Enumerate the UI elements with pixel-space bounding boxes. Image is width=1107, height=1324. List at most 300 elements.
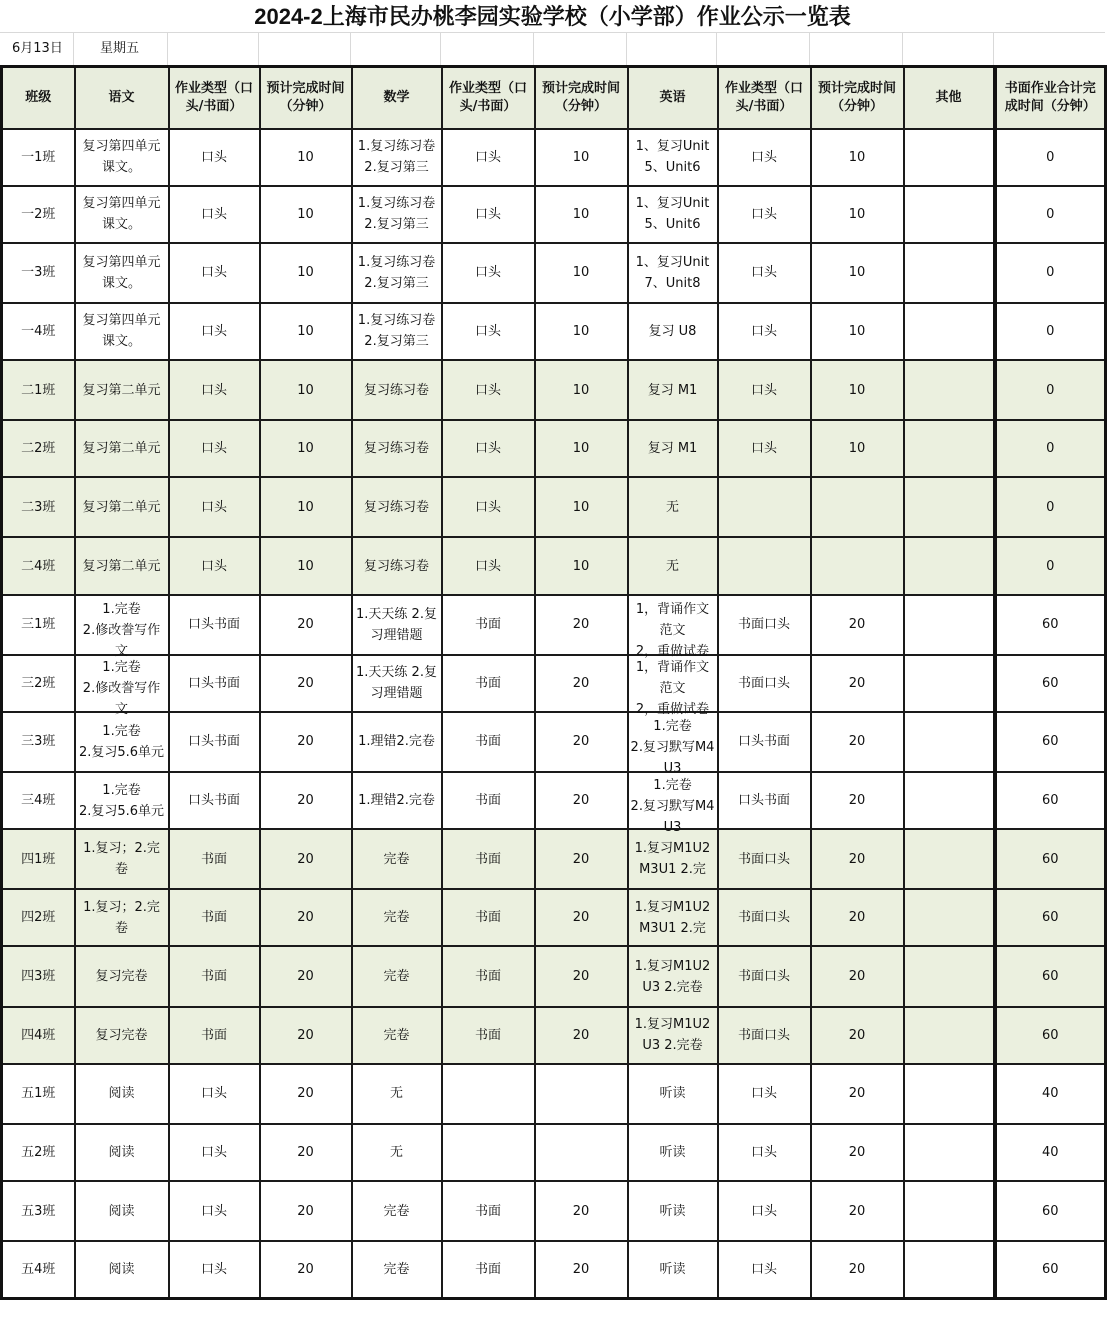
table-cell[interactable] — [260, 420, 352, 477]
table-cell[interactable] — [2, 303, 75, 360]
table-cell[interactable] — [904, 889, 995, 946]
cell-text: 20 — [297, 675, 314, 691]
table-cell[interactable] — [352, 595, 442, 655]
table-cell[interactable] — [811, 1181, 904, 1241]
table-cell[interactable] — [718, 1064, 811, 1124]
table-body — [2, 129, 1106, 1299]
table-cell[interactable] — [811, 829, 904, 889]
table-cell[interactable] — [628, 186, 718, 243]
table-cell[interactable] — [2, 1181, 75, 1241]
table-cell[interactable] — [811, 477, 904, 537]
table-cell[interactable] — [628, 1124, 718, 1181]
table-cell[interactable] — [995, 1124, 1106, 1181]
table-cell[interactable] — [811, 129, 904, 186]
table-cell[interactable] — [260, 889, 352, 946]
table-cell[interactable] — [811, 243, 904, 303]
header-cell[interactable]: 作业类型（口头/书面） — [718, 67, 811, 129]
table-cell[interactable] — [75, 1007, 169, 1064]
table-cell[interactable] — [904, 946, 995, 1006]
table-cell[interactable] — [995, 303, 1106, 360]
cell-text: 五1班 — [21, 1086, 56, 1102]
header-cell[interactable]: 班级 — [2, 67, 75, 129]
cell-text: 20 — [572, 1262, 590, 1278]
table-cell[interactable] — [718, 946, 811, 1006]
table-cell[interactable] — [169, 1064, 260, 1124]
table-cell[interactable] — [995, 477, 1106, 537]
table-cell[interactable] — [2, 772, 75, 829]
cell-text: 三4班 — [21, 793, 56, 809]
table-cell[interactable] — [628, 772, 718, 835]
weekday-cell[interactable]: 星期五 — [100, 41, 140, 56]
table-cell[interactable] — [352, 186, 442, 243]
table-cell[interactable] — [260, 360, 352, 420]
table-cell[interactable] — [995, 712, 1106, 772]
table-cell[interactable] — [2, 595, 75, 655]
table-cell[interactable] — [811, 420, 904, 477]
table-cell[interactable] — [995, 186, 1106, 243]
table-cell[interactable] — [442, 1124, 535, 1181]
cell-text: 20 — [297, 1203, 314, 1219]
table-cell[interactable] — [2, 129, 75, 186]
table-cell[interactable] — [260, 129, 352, 186]
table-cell[interactable] — [352, 712, 442, 772]
table-cell[interactable] — [352, 1007, 442, 1064]
table-cell[interactable] — [260, 477, 352, 537]
table-cell[interactable] — [352, 655, 442, 712]
table-cell[interactable] — [811, 595, 904, 655]
table-cell[interactable] — [535, 712, 628, 772]
header-cell[interactable]: 语文 — [75, 67, 169, 129]
table-cell[interactable] — [75, 829, 169, 889]
table-cell[interactable] — [2, 1124, 75, 1181]
table-cell[interactable] — [260, 303, 352, 360]
table-cell[interactable] — [995, 946, 1106, 1006]
table-cell[interactable] — [260, 655, 352, 712]
table-cell[interactable] — [904, 129, 995, 186]
table-cell[interactable] — [169, 1181, 260, 1241]
table-cell[interactable] — [75, 1241, 169, 1298]
table-cell[interactable] — [442, 712, 535, 772]
table-cell[interactable] — [442, 772, 535, 829]
table-cell[interactable] — [811, 1241, 904, 1298]
cell-text: 0 — [1046, 265, 1055, 281]
cell-text: 1.复习M1U2 M3U1 2.完 — [634, 899, 711, 936]
table-cell[interactable] — [260, 946, 352, 1006]
table-cell[interactable] — [718, 595, 811, 655]
table-cell[interactable] — [904, 1124, 995, 1181]
date-cell[interactable]: 6月13日 — [12, 41, 63, 56]
table-cell[interactable] — [2, 655, 75, 712]
table-cell[interactable] — [628, 477, 718, 537]
table-cell[interactable] — [904, 595, 995, 655]
cell-text: 10 — [572, 382, 590, 398]
table-cell[interactable] — [2, 1064, 75, 1124]
cell-text: 1.复习练习卷 2.复习第三 — [357, 254, 436, 291]
table-cell[interactable] — [352, 829, 442, 889]
table-cell[interactable] — [718, 655, 811, 712]
table-cell[interactable] — [904, 477, 995, 537]
table-cell[interactable] — [442, 537, 535, 594]
table-cell[interactable] — [535, 360, 628, 420]
table-cell[interactable] — [718, 186, 811, 243]
table-cell[interactable] — [260, 1181, 352, 1241]
table-cell[interactable] — [169, 243, 260, 303]
table-cell[interactable] — [628, 1064, 718, 1124]
table-cell[interactable] — [352, 889, 442, 946]
table-cell[interactable] — [904, 829, 995, 889]
table-cell[interactable] — [442, 889, 535, 946]
table-cell[interactable] — [628, 129, 718, 186]
table-cell[interactable] — [995, 595, 1106, 655]
table-cell[interactable] — [995, 243, 1106, 303]
cell-text: 20 — [848, 1027, 866, 1043]
cell-text: 无 — [389, 1086, 403, 1102]
table-cell[interactable] — [75, 1064, 169, 1124]
table-cell[interactable] — [169, 303, 260, 360]
table-cell[interactable] — [352, 772, 442, 829]
cell-text: 三2班 — [21, 675, 56, 691]
table-cell[interactable] — [995, 889, 1106, 946]
table-cell[interactable] — [352, 1241, 442, 1298]
table-cell[interactable] — [352, 303, 442, 360]
cell-text: 口头书面 — [187, 617, 240, 633]
table-cell[interactable] — [75, 129, 169, 186]
cell-text: 20 — [297, 851, 314, 867]
cell-text: 三3班 — [21, 734, 56, 750]
table-cell[interactable] — [535, 477, 628, 537]
header-cell[interactable]: 作业类型（口头/书面） — [169, 67, 260, 129]
cell-text: 口头 — [200, 1203, 227, 1219]
table-cell[interactable] — [2, 1241, 75, 1298]
table-cell[interactable] — [535, 420, 628, 477]
table-cell[interactable] — [904, 243, 995, 303]
table-cell[interactable] — [811, 1007, 904, 1064]
table-cell[interactable] — [811, 360, 904, 420]
grid-line — [626, 32, 627, 66]
table-cell[interactable] — [2, 243, 75, 303]
cell-text: 书面口头 — [737, 675, 790, 691]
table-cell[interactable] — [352, 1124, 442, 1181]
cell-text: 10 — [297, 149, 314, 165]
header-cell[interactable]: 英语 — [628, 67, 718, 129]
table-cell[interactable] — [352, 243, 442, 303]
table-cell[interactable] — [811, 1064, 904, 1124]
cell-text: 60 — [1041, 910, 1059, 926]
cell-text: 书面 — [474, 1203, 501, 1219]
cell-text: 一2班 — [21, 206, 56, 222]
header-cell[interactable]: 其他 — [904, 67, 995, 129]
table-cell[interactable] — [75, 946, 169, 1006]
table-cell[interactable] — [75, 772, 169, 829]
header-cell[interactable]: 数学 — [352, 67, 442, 129]
cell-text: 1、复习Unit5、Unit6 — [635, 139, 710, 176]
table-cell[interactable] — [75, 655, 169, 718]
table-cell[interactable] — [811, 712, 904, 772]
table-cell[interactable] — [2, 889, 75, 946]
table-cell[interactable] — [169, 129, 260, 186]
table-cell[interactable] — [628, 303, 718, 360]
table-cell[interactable] — [169, 772, 260, 829]
table-cell[interactable] — [352, 360, 442, 420]
table-cell[interactable] — [904, 772, 995, 829]
table-cell[interactable] — [75, 186, 169, 243]
cell-text: 10 — [572, 558, 590, 574]
table-cell[interactable] — [904, 186, 995, 243]
table-cell[interactable] — [535, 186, 628, 243]
table-cell[interactable] — [904, 1241, 995, 1298]
table-cell[interactable] — [535, 595, 628, 655]
table-cell[interactable] — [352, 1064, 442, 1124]
table-cell[interactable] — [628, 360, 718, 420]
table-cell[interactable] — [995, 772, 1106, 829]
table-cell[interactable] — [442, 1241, 535, 1298]
table-cell[interactable] — [628, 655, 718, 718]
table-cell[interactable] — [811, 946, 904, 1006]
table-cell[interactable] — [2, 946, 75, 1006]
table-cell[interactable] — [995, 1064, 1106, 1124]
table-cell[interactable] — [995, 829, 1106, 889]
table-cell[interactable] — [2, 186, 75, 243]
table-cell[interactable] — [169, 360, 260, 420]
grid-line — [716, 32, 717, 66]
table-row — [2, 243, 1106, 303]
table-cell[interactable] — [75, 420, 169, 477]
table-cell[interactable] — [442, 1181, 535, 1241]
table-cell[interactable] — [169, 712, 260, 772]
table-cell[interactable] — [169, 595, 260, 655]
table-cell[interactable] — [995, 655, 1106, 712]
table-cell[interactable] — [811, 772, 904, 829]
table-cell[interactable] — [718, 420, 811, 477]
table-cell[interactable] — [75, 243, 169, 303]
table-cell[interactable] — [2, 1007, 75, 1064]
table-cell[interactable] — [535, 1181, 628, 1241]
table-cell[interactable] — [169, 829, 260, 889]
table-cell[interactable] — [352, 537, 442, 594]
cell-text: 完卷 — [383, 969, 410, 985]
table-cell[interactable] — [628, 889, 718, 946]
table-cell[interactable] — [628, 243, 718, 303]
table-cell[interactable] — [628, 712, 718, 776]
table-cell[interactable] — [75, 889, 169, 946]
table-cell[interactable] — [535, 1064, 628, 1124]
cell-text: 1.复习M1U2U3 2.完卷 — [634, 1017, 711, 1054]
table-cell[interactable] — [718, 1181, 811, 1241]
table-cell[interactable] — [75, 1124, 169, 1181]
table-cell[interactable] — [169, 537, 260, 594]
table-cell[interactable] — [260, 537, 352, 594]
table-cell[interactable] — [904, 1007, 995, 1064]
table-cell[interactable] — [169, 655, 260, 712]
table-cell[interactable] — [442, 655, 535, 712]
table-cell[interactable] — [628, 1241, 718, 1298]
table-cell[interactable] — [995, 537, 1106, 594]
table-cell[interactable] — [442, 477, 535, 537]
table-cell[interactable] — [628, 420, 718, 477]
table-row — [2, 829, 1106, 889]
table-cell[interactable] — [811, 655, 904, 712]
header-cell[interactable]: 作业类型（口头/书面） — [442, 67, 535, 129]
table-cell[interactable] — [442, 1007, 535, 1064]
table-cell[interactable] — [260, 1124, 352, 1181]
table-cell[interactable] — [811, 1124, 904, 1181]
table-cell[interactable] — [628, 946, 718, 1006]
table-cell[interactable] — [718, 477, 811, 537]
header-cell[interactable]: 预计完成时间（分钟） — [535, 67, 628, 129]
table-cell[interactable] — [260, 772, 352, 829]
table-cell[interactable] — [75, 303, 169, 360]
table-cell[interactable] — [995, 129, 1106, 186]
table-cell[interactable] — [2, 420, 75, 477]
table-cell[interactable] — [2, 712, 75, 772]
table-cell[interactable] — [2, 360, 75, 420]
table-cell[interactable] — [75, 1181, 169, 1241]
table-cell[interactable] — [995, 1181, 1106, 1241]
cell-text: 书面 — [474, 734, 501, 750]
table-cell[interactable] — [718, 1241, 811, 1298]
table-cell[interactable] — [75, 712, 169, 772]
table-cell[interactable] — [535, 946, 628, 1006]
table-cell[interactable] — [260, 186, 352, 243]
table-cell[interactable] — [169, 889, 260, 946]
table-cell[interactable] — [535, 889, 628, 946]
table-cell[interactable] — [811, 186, 904, 243]
cell-text: 复习练习卷 — [363, 441, 429, 457]
table-cell[interactable] — [718, 303, 811, 360]
table-cell[interactable] — [169, 1124, 260, 1181]
table-cell[interactable] — [904, 1064, 995, 1124]
table-cell[interactable] — [904, 303, 995, 360]
table-cell[interactable] — [904, 360, 995, 420]
table-cell[interactable] — [718, 712, 811, 772]
table-cell[interactable] — [535, 129, 628, 186]
table-cell[interactable] — [352, 420, 442, 477]
table-cell[interactable] — [995, 360, 1106, 420]
table-cell[interactable] — [442, 946, 535, 1006]
table-cell[interactable] — [904, 420, 995, 477]
table-cell[interactable] — [169, 946, 260, 1006]
cell-text: 20 — [848, 1203, 866, 1219]
table-cell[interactable] — [442, 243, 535, 303]
table-cell[interactable] — [628, 1007, 718, 1064]
table-cell[interactable] — [535, 655, 628, 712]
cell-text: 口头 — [750, 149, 777, 165]
cell-text: 20 — [297, 793, 314, 809]
table-cell[interactable] — [442, 360, 535, 420]
table-cell[interactable] — [169, 1007, 260, 1064]
table-cell[interactable] — [904, 537, 995, 594]
table-cell[interactable] — [75, 360, 169, 420]
table-cell[interactable] — [628, 829, 718, 889]
table-cell[interactable] — [442, 303, 535, 360]
table-cell[interactable] — [718, 360, 811, 420]
cell-text: 60 — [1041, 675, 1059, 691]
table-cell[interactable] — [811, 889, 904, 946]
table-cell[interactable] — [169, 186, 260, 243]
table-cell[interactable] — [169, 477, 260, 537]
table-cell[interactable] — [442, 129, 535, 186]
table-cell[interactable] — [628, 595, 718, 659]
table-cell[interactable] — [2, 477, 75, 537]
table-cell[interactable] — [260, 595, 352, 655]
table-cell[interactable] — [260, 1064, 352, 1124]
table-cell[interactable] — [352, 1181, 442, 1241]
table-cell[interactable] — [75, 477, 169, 537]
cell-text: 复习第二单元 — [82, 558, 161, 574]
table-cell[interactable] — [535, 829, 628, 889]
cell-text: 完卷 — [383, 851, 410, 867]
cell-text: 60 — [1041, 1262, 1059, 1278]
table-cell[interactable] — [995, 420, 1106, 477]
table-cell[interactable] — [718, 889, 811, 946]
table-cell[interactable] — [442, 186, 535, 243]
table-cell[interactable] — [352, 477, 442, 537]
table-cell[interactable] — [995, 1007, 1106, 1064]
cell-text: 10 — [848, 323, 866, 339]
table-cell[interactable] — [352, 129, 442, 186]
table-cell[interactable] — [75, 595, 169, 659]
table-cell[interactable] — [718, 243, 811, 303]
table-cell[interactable] — [260, 1241, 352, 1298]
cell-text: 10 — [297, 206, 314, 222]
header-cell[interactable]: 书面作业合计完成时间（分钟） — [995, 67, 1106, 129]
cell-text: 20 — [297, 910, 314, 926]
table-cell[interactable] — [718, 537, 811, 594]
header-cell[interactable]: 预计完成时间（分钟） — [811, 67, 904, 129]
table-cell[interactable] — [718, 1124, 811, 1181]
table-cell[interactable] — [535, 537, 628, 594]
table-cell[interactable] — [442, 829, 535, 889]
cell-text: 口头 — [200, 1262, 227, 1278]
table-cell[interactable] — [535, 1241, 628, 1298]
table-cell[interactable] — [352, 946, 442, 1006]
header-cell[interactable]: 预计完成时间（分钟） — [260, 67, 352, 129]
table-cell[interactable] — [535, 1124, 628, 1181]
table-cell[interactable] — [811, 303, 904, 360]
table-cell[interactable] — [811, 537, 904, 594]
table-cell[interactable] — [535, 1007, 628, 1064]
table-cell[interactable] — [260, 829, 352, 889]
table-cell[interactable] — [718, 129, 811, 186]
cell-text: 60 — [1041, 1203, 1059, 1219]
cell-text: 阅读 — [108, 1086, 135, 1102]
table-cell[interactable] — [2, 537, 75, 594]
table-cell[interactable] — [169, 1241, 260, 1298]
table-cell[interactable] — [442, 1064, 535, 1124]
table-cell[interactable] — [718, 829, 811, 889]
table-cell[interactable] — [169, 420, 260, 477]
table-cell[interactable] — [904, 655, 995, 712]
table-cell[interactable] — [75, 537, 169, 594]
table-cell[interactable] — [995, 1241, 1106, 1298]
table-cell[interactable] — [260, 243, 352, 303]
table-cell[interactable] — [442, 420, 535, 477]
table-cell[interactable] — [628, 1181, 718, 1241]
table-cell[interactable] — [904, 712, 995, 772]
table-cell[interactable] — [260, 1007, 352, 1064]
table-cell[interactable] — [442, 595, 535, 655]
table-cell[interactable] — [2, 829, 75, 889]
table-cell[interactable] — [904, 1181, 995, 1241]
table-cell[interactable] — [718, 772, 811, 829]
table-cell[interactable] — [535, 772, 628, 829]
table-cell[interactable] — [718, 1007, 811, 1064]
cell-text: 二3班 — [21, 499, 56, 515]
table-cell[interactable] — [535, 243, 628, 303]
table-cell[interactable] — [260, 712, 352, 772]
table-cell[interactable] — [535, 303, 628, 360]
table-cell[interactable] — [628, 537, 718, 594]
